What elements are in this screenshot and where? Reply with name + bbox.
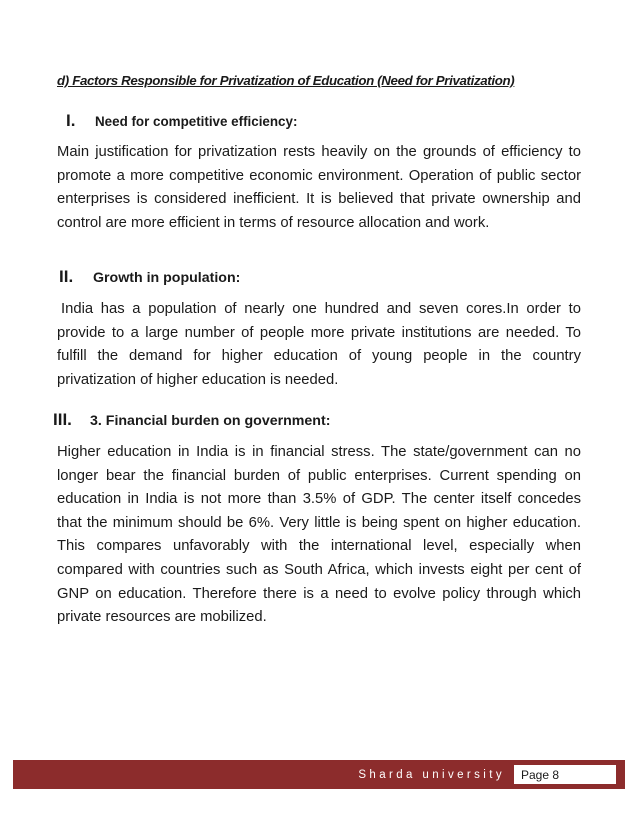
section-1-title: Need for competitive efficiency:: [95, 114, 298, 129]
section-3-numeral: III.: [53, 410, 72, 429]
page-number: Page 8: [521, 768, 560, 782]
section-2-title: Growth in population:: [93, 270, 241, 286]
section-1-paragraph: Main justification for privatization rests heavily on the grounds of efficiency to promote a more competitive economic environment. Operation of public sector enterprises is considered inefficient. It is believed that private ownership and control are more efficient in terms of resource allocation and work.: [57, 144, 581, 231]
section-3-header: [53, 410, 331, 430]
section-3-paragraph: Higher education in India is in financial stress. The state/government can no longer bear the financial burden of public enterprises. Current spending on education in India is not more than 3.5% of GDP. The center itself concedes that the minimum should be 6%. Very little is being spent on higher education. This compares unfavorably with the international level, especially when compared with countries such as South Africa, which invests eight per cent of GNP on education. Therefore there is a need to evolve policy through which private resources are mobilized.: [57, 444, 581, 626]
section-2-paragraph: India has a population of nearly one hundred and seven cores.In order to provide to a large number of people more private institutions are needed. To fulfill the demand for higher education of young people in the country privatization of higher education is needed.: [57, 301, 581, 388]
section-2-header: [57, 267, 240, 287]
section-3-title: 3. Financial burden on government:: [90, 413, 331, 429]
section-2-numeral: II.: [59, 267, 74, 286]
section-1-header: [57, 111, 297, 131]
section-heading: d) Factors Responsible for Privatization of Education (Need for Privatization): [57, 73, 515, 88]
footer-university-name: Sharda university: [358, 769, 505, 781]
page-footer: [13, 760, 625, 789]
page-number-box: [513, 764, 617, 785]
section-1-numeral: I.: [66, 111, 76, 130]
